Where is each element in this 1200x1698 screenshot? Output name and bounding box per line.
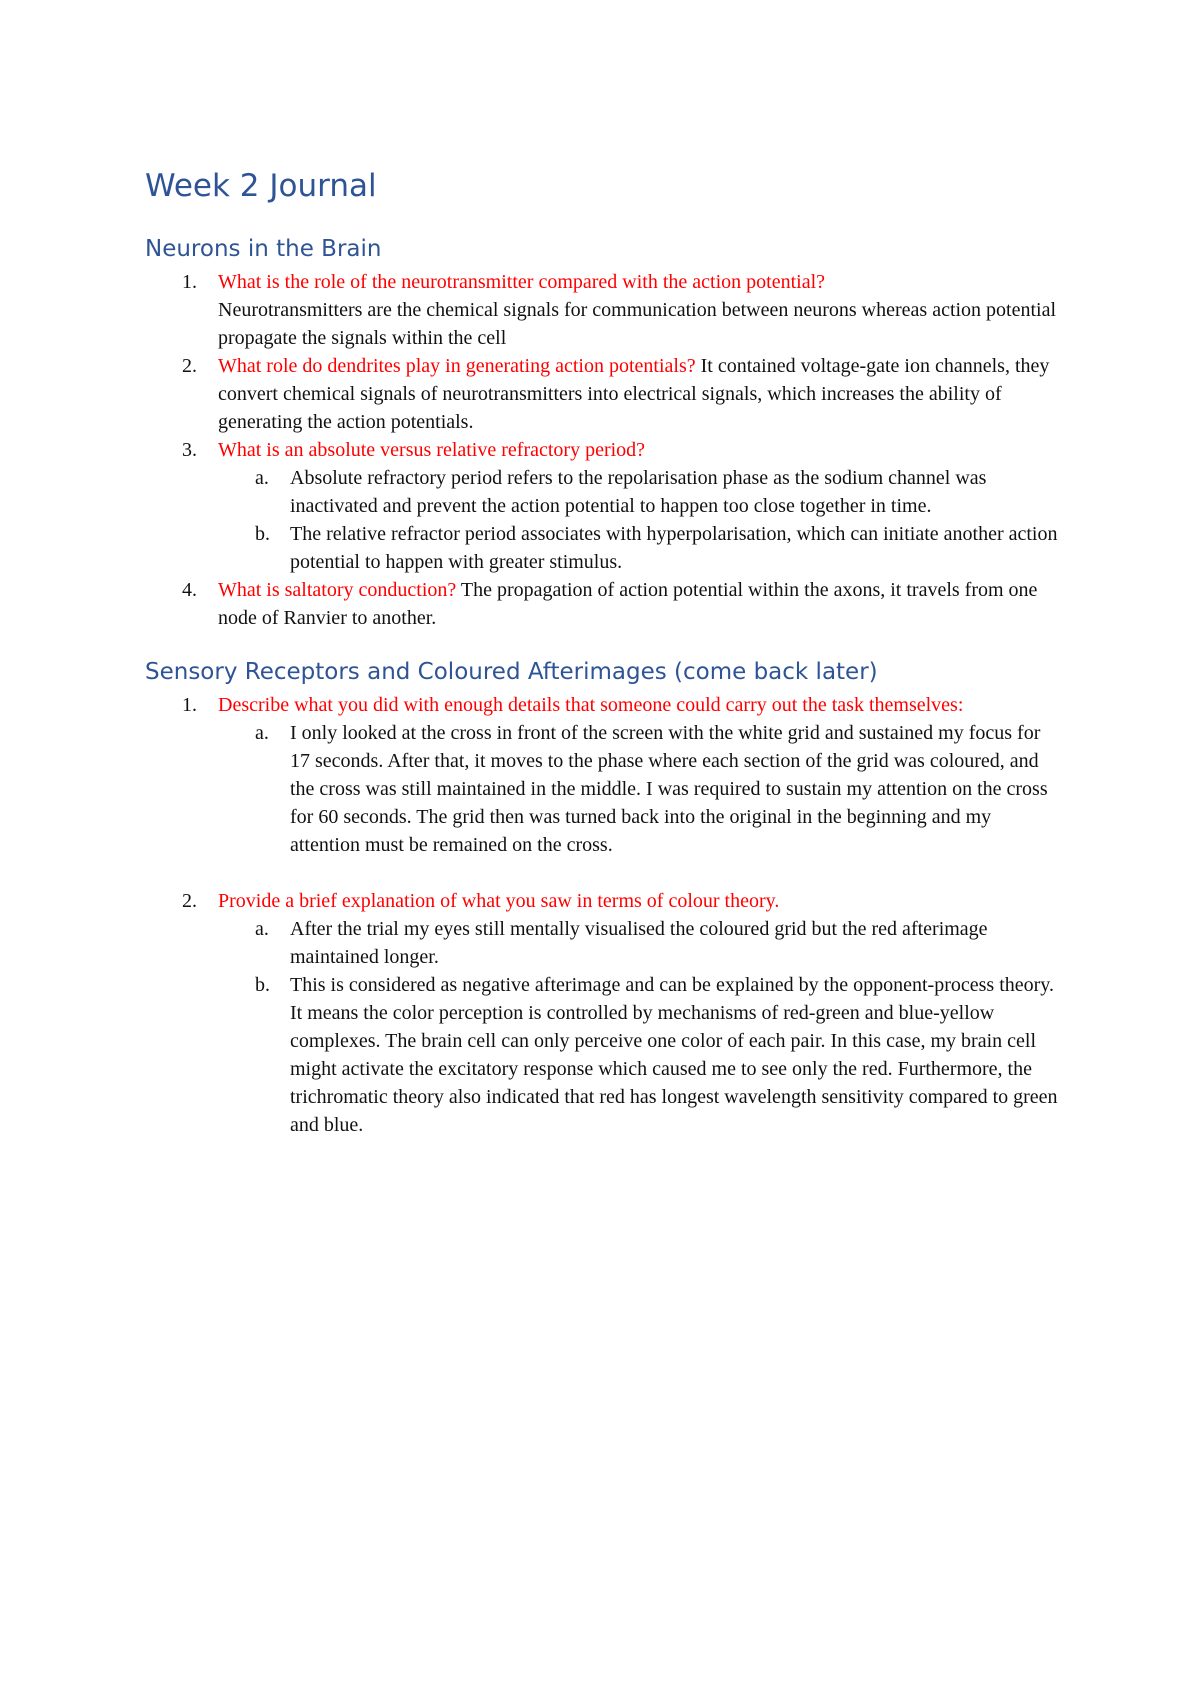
sub-item-text: After the trial my eyes still mentally visualised the coloured grid but the red afterimage maintained longer.: [290, 917, 988, 968]
item-number: 2.: [182, 889, 197, 912]
document-body: [145, 168, 1065, 1139]
list-item: [145, 352, 1065, 436]
question-text: Describe what you did with enough details that someone could carry out the task themselves:: [218, 693, 964, 716]
list-item: [145, 887, 1065, 915]
sub-item-text: The relative refractor period associates with hyperpolarisation, which can initiate another action potential to happen with greater stimulus.: [290, 522, 1058, 573]
list-item: [145, 268, 1065, 352]
sub-item: [145, 915, 1065, 971]
answer-text: The propagation of action potential within the axons, it travels from one node of Ranvier to another.: [218, 578, 1038, 629]
list-item: [145, 436, 1065, 464]
sub-item-letter: b.: [255, 522, 270, 545]
page-title: Week 2 Journal: [145, 168, 377, 204]
question-text: What role do dendrites play in generating action potentials?: [218, 354, 696, 377]
sensory-question-list: [145, 691, 1065, 1139]
sub-item-text: I only looked at the cross in front of the screen with the white grid and sustained my focus for 17 seconds. After that, it moves to the phase where each section of the grid was coloured, and the cross was still maintained in the middle. I was required to sustain my attention on the cross for 60 seconds. The grid then was turned back into the original in the beginning and my attention must be remained on the cross.: [290, 721, 1048, 856]
question-text: Provide a brief explanation of what you saw in terms of colour theory.: [218, 889, 780, 912]
item-number: 1.: [182, 693, 197, 716]
item-number: 1.: [182, 270, 197, 293]
sub-item-text: This is considered as negative afterimage and can be explained by the opponent-process theory. It means the color perception is controlled by mechanisms of red-green and blue-yellow complexes. The brain cell can only perceive one color of each pair. In this case, my brain cell might activate the excitatory response which caused me to see only the red. Furthermore, the trichromatic theory also indicated that red has longest wavelength sensitivity compared to green and blue.: [290, 973, 1058, 1136]
sub-item: [145, 719, 1065, 859]
section-heading-sensory: Sensory Receptors and Coloured Afterimages (come back later): [145, 658, 878, 685]
question-text: What is an absolute versus relative refractory period?: [218, 438, 646, 461]
item-number: 4.: [182, 578, 197, 601]
sub-item: [145, 464, 1065, 520]
item-number: 3.: [182, 438, 197, 461]
answer-text: Neurotransmitters are the chemical signals for communication between neurons whereas action potential propagate the signals within the cell: [218, 298, 1057, 349]
question-text: What is the role of the neurotransmitter compared with the action potential?: [218, 270, 826, 293]
sub-item-text: Absolute refractory period refers to the repolarisation phase as the sodium channel was inactivated and prevent the action potential to happen too close together in time.: [290, 466, 987, 517]
sub-item-letter: a.: [255, 721, 269, 744]
question-text: What is saltatory conduction?: [218, 578, 457, 601]
list-item: [145, 576, 1065, 632]
sub-item: [145, 520, 1065, 576]
list-item: [145, 691, 1065, 719]
section-heading-neurons: Neurons in the Brain: [145, 236, 382, 263]
sub-item-letter: b.: [255, 973, 270, 996]
sub-item-letter: a.: [255, 917, 269, 940]
item-number: 2.: [182, 354, 197, 377]
blank-line: [145, 859, 1065, 887]
neurons-question-list: [145, 268, 1065, 632]
sub-item-letter: a.: [255, 466, 269, 489]
answer-text: It contained voltage-gate ion channels, they convert chemical signals of neurotransmitters into electrical signals, which increases the ability of generating the action potentials.: [218, 354, 1050, 433]
sub-item: [145, 971, 1065, 1139]
